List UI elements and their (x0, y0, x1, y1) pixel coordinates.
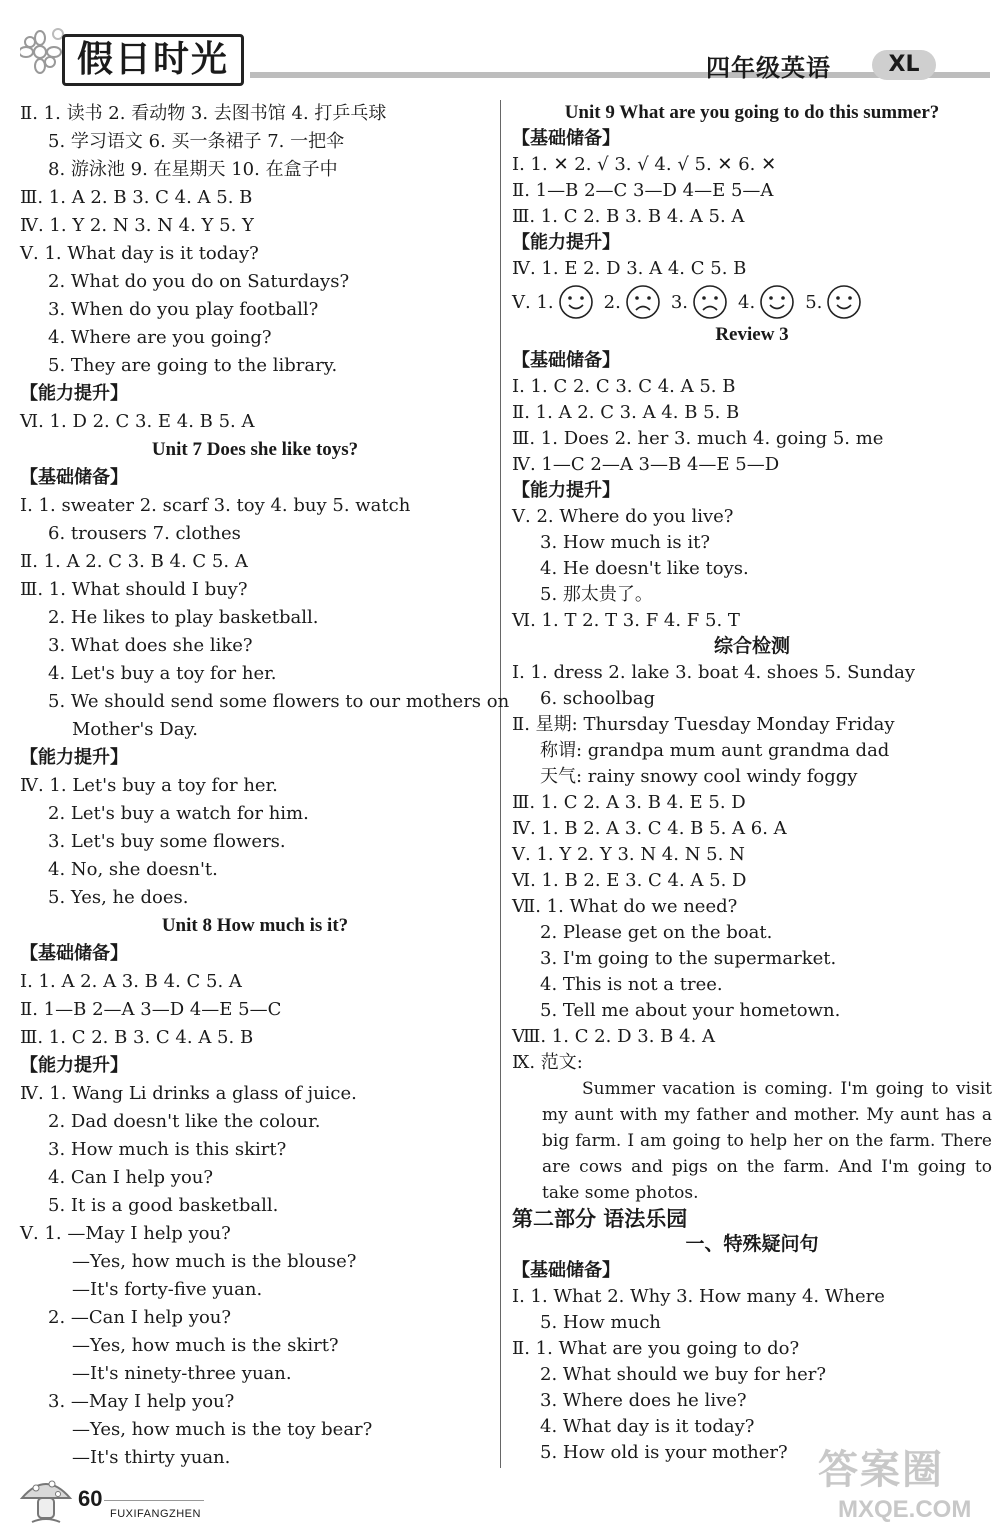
answer-line: Ⅱ. 1—B 2—A 3—D 4—E 5—C (20, 999, 282, 1020)
answer-line: Ⅵ. 1. B 2. E 3. C 4. A 5. D (512, 870, 747, 891)
model-essay (512, 1076, 992, 1206)
answer-line: 5. 那太贵了。 (540, 584, 653, 605)
answer-line: 3. I'm going to the supermarket. (540, 948, 837, 969)
watermark-logo: 答案圈 (818, 1447, 944, 1493)
answer-line: Ⅶ. 1. What do we need? (512, 896, 738, 917)
answer-line: Ⅵ. 1. D 2. C 3. E 4. B 5. A (20, 411, 255, 432)
answer-line: 天气: rainy snowy cool windy foggy (540, 766, 858, 787)
answer-line: Ⅱ. 星期: Thursday Tuesday Monday Friday (512, 714, 895, 735)
answer-line: Ⅵ. 1. T 2. T 3. F 4. F 5. T (512, 610, 740, 631)
answer-line: Ⅳ. 1. Wang Li drinks a glass of juice. (20, 1083, 357, 1104)
answer-line: 5. Tell me about your hometown. (540, 1000, 841, 1021)
answer-line: Ⅲ. 1. A 2. B 3. C 4. A 5. B (20, 187, 253, 208)
answer-line: 5. 学习语文 6. 买一条裙子 7. 一把伞 (48, 131, 345, 152)
happy-face-icon (759, 284, 795, 320)
answer-line: Ⅴ. 1. What day is it today? (20, 243, 259, 264)
answer-line: —Yes, how much is the skirt? (72, 1335, 339, 1356)
answer-line: 【基础储备】 (512, 1260, 620, 1281)
answer-line: 2. What do you do on Saturdays? (48, 271, 350, 292)
face-number: 3. (670, 291, 688, 313)
answer-line: 5. How old is your mother? (540, 1442, 788, 1463)
footer-brand: FUXIFANGZHEN (110, 1508, 201, 1520)
answer-line: —It's ninety-three yuan. (72, 1363, 292, 1384)
answer-line: 【能力提升】 (20, 1055, 128, 1076)
answer-line: 8. 游泳池 9. 在星期天 10. 在盒子中 (48, 159, 338, 180)
answer-line: Ⅴ. 2. Where do you live? (512, 506, 734, 527)
edition-badge: XL (872, 50, 936, 80)
answer-line: 3. How much is this skirt? (48, 1139, 287, 1160)
answer-line: Ⅴ. 1. —May I help you? (20, 1223, 231, 1244)
footer-rule (104, 1500, 204, 1501)
answer-line: —It's forty-five yuan. (72, 1279, 263, 1300)
answer-line: Unit 8 How much is it? (161, 915, 349, 936)
answer-line: 【能力提升】 (20, 747, 128, 768)
answer-line: Ⅲ. 1. C 2. B 3. C 4. A 5. B (20, 1027, 254, 1048)
answer-line: 【能力提升】 (20, 383, 128, 404)
answer-line: Unit 9 What are you going to do this summer? (564, 102, 940, 123)
answer-line: Ⅷ. 1. C 2. D 3. B 4. A (512, 1026, 715, 1047)
answer-line: 第二部分 语法乐园 (512, 1207, 688, 1231)
grade-label: 四年级英语 (706, 54, 831, 82)
answer-line: Ⅳ. 1—C 2—A 3—B 4—E 5—D (512, 454, 780, 475)
answer-line: 2. He likes to play basketball. (48, 607, 319, 628)
mushroom-icon (18, 1470, 74, 1530)
answer-line: Ⅱ. 1. A 2. C 3. A 4. B 5. B (512, 402, 740, 423)
answer-line: —Yes, how much is the toy bear? (72, 1419, 373, 1440)
watermark-url: MXQE.COM (838, 1496, 972, 1523)
answer-line: 称谓: grandpa mum aunt grandma dad (540, 740, 890, 761)
faces-prefix: Ⅴ. 1. (512, 291, 554, 313)
answer-line: 【能力提升】 (512, 480, 620, 501)
answer-line: 4. No, she doesn't. (48, 859, 218, 880)
answer-line: 2. What should we buy for her? (540, 1364, 827, 1385)
page-header (0, 0, 1000, 100)
answer-line: Ⅲ. 1. Does 2. her 3. much 4. going 5. me (512, 428, 884, 449)
answer-line: Ⅳ. 1. B 2. A 3. C 4. B 5. A 6. A (512, 818, 787, 839)
answer-line: Ⅰ. 1. What 2. Why 3. How many 4. Where (512, 1286, 885, 1307)
answer-line: 6. trousers 7. clothes (48, 523, 241, 544)
answer-line: Ⅱ. 1. What are you going to do? (512, 1338, 800, 1359)
essay-text: Summer vacation is coming. I'm going to visit my aunt with my father and mother. My aunt has a big farm. I am going to help her on the farm. There are cows and pigs on the farm. And I'm going to take some photos. (542, 1079, 992, 1203)
answer-line: 5. They are going to the library. (48, 355, 338, 376)
answer-line: 5. It is a good basketball. (48, 1195, 279, 1216)
answer-line: 4. What day is it today? (540, 1416, 755, 1437)
answer-line: Ⅰ. 1. ✕ 2. √ 3. √ 4. √ 5. ✕ 6. ✕ (512, 154, 777, 175)
answer-line: 2. Let's buy a watch for him. (48, 803, 309, 824)
sad-face-icon (692, 284, 728, 320)
answer-line: Ⅴ. 1. Y 2. Y 3. N 4. N 5. N (512, 844, 745, 865)
answer-line: 5. We should send some flowers to our mothers on (48, 691, 510, 712)
book-title: 假日时光 (62, 34, 244, 86)
answer-line: 【能力提升】 (512, 232, 620, 253)
happy-face-icon (558, 284, 594, 320)
answer-line: Ⅱ. 1—B 2—C 3—D 4—E 5—A (512, 180, 774, 201)
left-column (20, 100, 510, 1472)
sad-face-icon (625, 284, 661, 320)
answer-line: 5. Yes, he does. (48, 887, 189, 908)
answer-line: 2. —Can I help you? (48, 1307, 232, 1328)
answer-line: 6. schoolbag (540, 688, 656, 709)
answer-line: Ⅳ. 1. Y 2. N 3. N 4. Y 5. Y (20, 215, 254, 236)
column-divider (500, 100, 501, 1468)
answer-line: Ⅰ. 1. C 2. C 3. C 4. A 5. B (512, 376, 736, 397)
answer-line: Ⅳ. 1. Let's buy a toy for her. (20, 775, 278, 796)
answer-line: 4. Where are you going? (48, 327, 272, 348)
face-number: 2. (603, 291, 621, 313)
answer-line: 综合检测 (713, 636, 790, 657)
answer-line: 4. Can I help you? (48, 1167, 214, 1188)
answer-line: Ⅰ. 1. dress 2. lake 3. boat 4. shoes 5. Sunday (512, 662, 916, 683)
face-number: 5. (805, 291, 823, 313)
unit9-answers (512, 100, 992, 282)
answer-line: Ⅰ. 1. sweater 2. scarf 3. toy 4. buy 5. watch (20, 495, 411, 516)
answer-line: 5. How much (540, 1312, 661, 1333)
answer-line: Ⅲ. 1. C 2. A 3. B 4. E 5. D (512, 792, 746, 813)
answer-line: 【基础储备】 (512, 350, 620, 371)
answer-line: Ⅳ. 1. E 2. D 3. A 4. C 5. B (512, 258, 747, 279)
answer-line: Ⅰ. 1. A 2. A 3. B 4. C 5. A (20, 971, 242, 992)
grammar-answers (512, 1206, 992, 1466)
answer-line: Ⅱ. 1. 读书 2. 看动物 3. 去图书馆 4. 打乒乓球 (20, 103, 387, 124)
answer-line: Review 3 (715, 324, 789, 345)
answer-line: Mother's Day. (72, 719, 198, 740)
happy-face-icon (826, 284, 862, 320)
answer-line: 3. Where does he live? (540, 1390, 747, 1411)
answer-line: 【基础储备】 (20, 467, 128, 488)
answer-line: —It's thirty yuan. (72, 1447, 231, 1468)
answer-line: Unit 7 Does she like toys? (151, 439, 359, 460)
answer-line: 3. Let's buy some flowers. (48, 831, 286, 852)
answer-line: 【基础储备】 (512, 128, 620, 149)
answer-line: 3. When do you play football? (48, 299, 319, 320)
answer-line: 4. This is not a tree. (540, 974, 723, 995)
answer-line: Ⅸ. 范文: (512, 1052, 583, 1073)
answer-line: 【基础储备】 (20, 943, 128, 964)
flower-icon (20, 26, 68, 82)
review-answers (512, 322, 992, 1076)
page-number: 60 (78, 1486, 103, 1511)
answer-line: Ⅲ. 1. What should I buy? (20, 579, 248, 600)
answer-line: Ⅲ. 1. C 2. B 3. B 4. A 5. A (512, 206, 745, 227)
face-answers (512, 282, 992, 322)
answer-line: 4. Let's buy a toy for her. (48, 663, 277, 684)
answer-line: —Yes, how much is the blouse? (72, 1251, 357, 1272)
face-number: 4. (738, 291, 756, 313)
answer-line: 一、特殊疑问句 (685, 1234, 819, 1255)
answer-line: Ⅱ. 1. A 2. C 3. B 4. C 5. A (20, 551, 248, 572)
right-column (512, 100, 992, 1466)
answer-line: 3. What does she like? (48, 635, 253, 656)
answer-line: 2. Please get on the boat. (540, 922, 773, 943)
answer-line: 2. Dad doesn't like the colour. (48, 1111, 321, 1132)
answer-line: 3. —May I help you? (48, 1391, 235, 1412)
answer-line: 4. He doesn't like toys. (540, 558, 749, 579)
answer-line: 3. How much is it? (540, 532, 710, 553)
